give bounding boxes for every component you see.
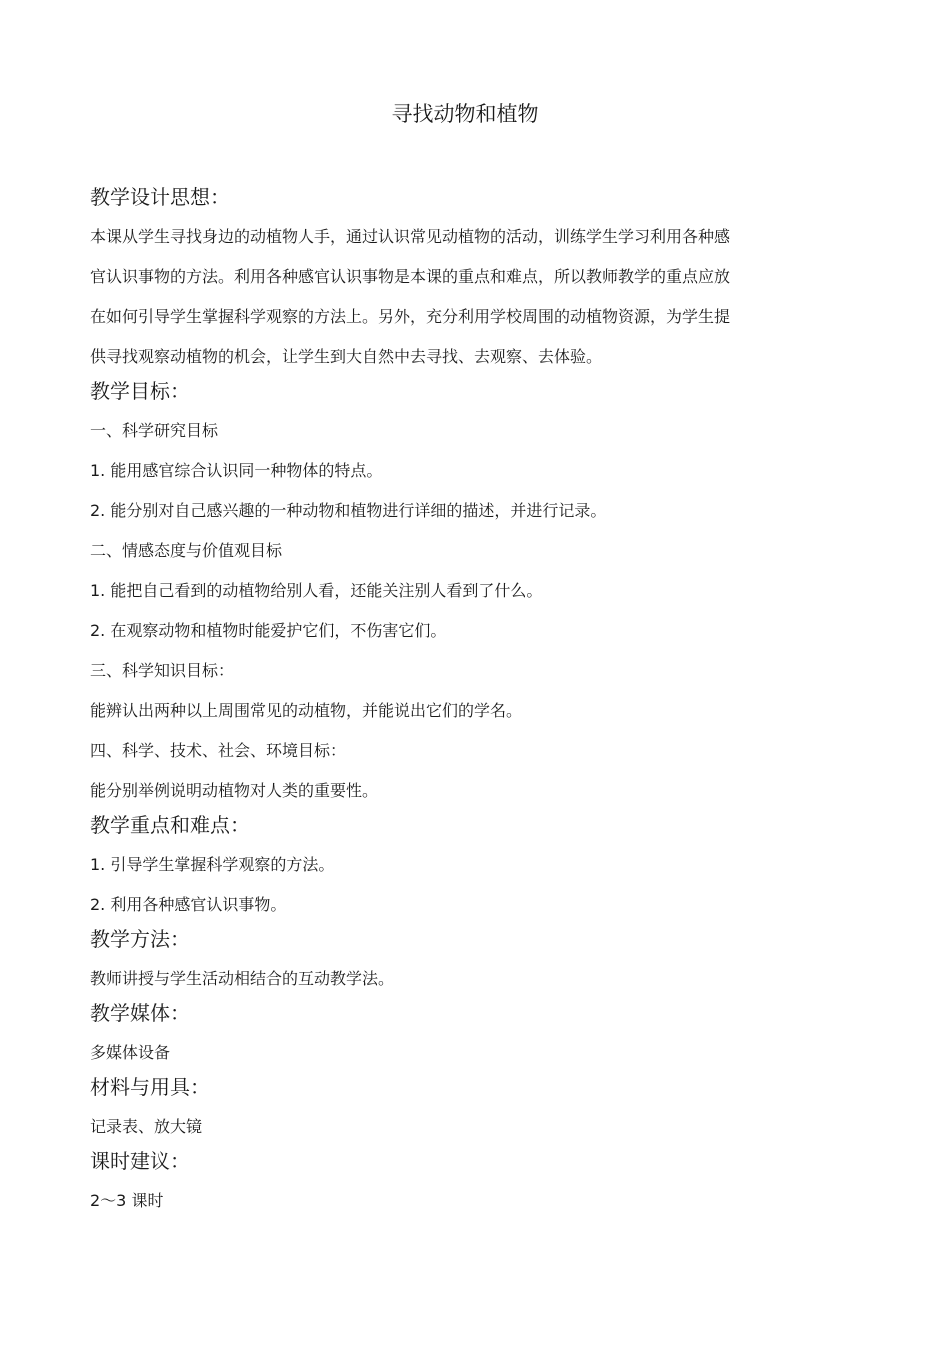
hours-text: 2～3 课时 <box>90 1191 164 1210</box>
design-line: 在如何引导学生掌握科学观察的方法上。另外，充分利用学校周围的动植物资源，为学生提 <box>90 307 731 326</box>
goal-4-text: 能分别举例说明动植物对人类的重要性。 <box>90 781 379 800</box>
keypoint-item: 1. 引导学生掌握科学观察的方法。 <box>90 855 335 874</box>
goal-1-title: 一、科学研究目标 <box>90 421 219 440</box>
materials-text: 记录表、放大镜 <box>90 1117 203 1136</box>
document-title: 寻找动物和植物 <box>391 102 539 126</box>
media-heading: 教学媒体： <box>90 1001 190 1025</box>
goal-1-item: 2. 能分别对自己感兴趣的一种动物和植物进行详细的描述，并进行记录。 <box>90 501 607 520</box>
goal-2-item: 2. 在观察动物和植物时能爱护它们，不伤害它们。 <box>90 621 447 640</box>
hours-heading: 课时建议： <box>90 1149 190 1173</box>
method-heading: 教学方法： <box>90 927 190 951</box>
media-text: 多媒体设备 <box>90 1043 171 1062</box>
design-line: 官认识事物的方法。利用各种感官认识事物是本课的重点和难点，所以教师教学的重点应放 <box>90 267 731 286</box>
keypoint-item: 2. 利用各种感官认识事物。 <box>90 895 287 914</box>
goal-4-title: 四、科学、技术、社会、环境目标： <box>90 741 347 760</box>
goals-heading: 教学目标： <box>90 379 190 403</box>
goal-1-item: 1. 能用感官综合认识同一种物体的特点。 <box>90 461 383 480</box>
goal-2-item: 1. 能把自己看到的动植物给别人看，还能关注别人看到了什么。 <box>90 581 543 600</box>
goal-3-title: 三、科学知识目标： <box>90 661 235 680</box>
design-line: 供寻找观察动植物的机会，让学生到大自然中去寻找、去观察、去体验。 <box>90 347 603 366</box>
materials-heading: 材料与用具： <box>90 1075 210 1099</box>
design-heading: 教学设计思想： <box>90 185 230 209</box>
method-text: 教师讲授与学生活动相结合的互动教学法。 <box>90 969 395 988</box>
goal-2-title: 二、情感态度与价值观目标 <box>90 541 283 560</box>
design-line: 本课从学生寻找身边的动植物人手，通过认识常见动植物的活动，训练学生学习利用各种感 <box>90 227 731 246</box>
keypoints-heading: 教学重点和难点： <box>90 813 250 837</box>
document-body <box>90 183 830 1221</box>
goal-3-text: 能辨认出两种以上周围常见的动植物，并能说出它们的学名。 <box>90 701 523 720</box>
